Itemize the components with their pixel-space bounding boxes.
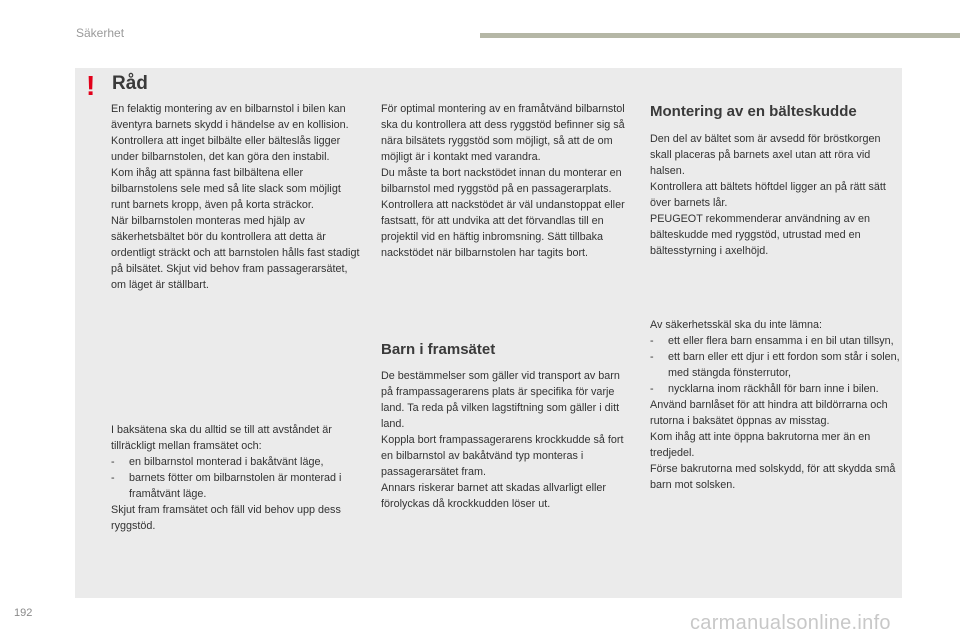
page-number: 192 [14,607,33,619]
paragraph: Förse bakrutorna med solskydd, för att skydda små barn mot solsken. [650,463,896,491]
list-item [650,381,900,397]
dash-marker: - [111,456,115,468]
paragraph: Av säkerhetsskäl ska du inte lämna: [650,319,823,331]
front-seat-heading: Barn i framsätet [381,341,496,358]
advice-title: Råd [112,73,148,94]
warning-icon: ! [86,70,96,101]
watermark: carmanualsonline.info [690,612,891,634]
section-label: Säkerhet [76,26,125,40]
list-item-text: nycklarna inom räckhåll för barn inne i bilen. [668,383,879,395]
col1-top [111,101,361,293]
dash-marker: - [650,383,654,395]
col1-bottom [111,422,361,534]
list-item-text: ett barn eller ett djur i ett fordon som står i solen, med stängda fönsterrutor, [668,351,900,379]
list-item-text: en bilbarnstol monterad i bakåtvänt läge, [129,456,324,468]
list-item [111,470,361,502]
paragraph: För optimal montering av en framåtvänd bilbarnstol ska du kontrollera att dess ryggstöd befinner sig så nära bilsätets ryggstöd som möjligt, så att de om möjligt är i kontakt med varandra. [381,103,625,163]
list-item [650,349,900,381]
dash-marker: - [111,472,115,484]
col3-bottom [650,317,900,493]
list-item [650,333,900,349]
paragraph: Kontrollera att bältets höftdel ligger an på rätt sätt över barnets lår. [650,181,886,209]
list-item-text: barnets fötter om bilbarnstolen är monterad i framåtvänt läge. [129,472,342,500]
paragraph: I baksätena ska du alltid se till att avståndet är tillräckligt mellan framsätet och: [111,424,332,452]
paragraph: En felaktig montering av en bilbarnstol i bilen kan äventyra barnets skydd i händelse av en kollision. [111,103,349,131]
list-item-text: ett eller flera barn ensamma i en bil utan tillsyn, [668,335,894,347]
col2-bottom [381,368,629,512]
paragraph: Kom ihåg att inte öppna bakrutorna mer än en tredjedel. [650,431,871,459]
paragraph: Kontrollera att nackstödet är väl undanstoppat eller fastsatt, för att undvika att det förvandlas till en projektil vid en häftig inbromsning. Sätt tillbaka nackstödet när bilbarnstolen har tagits bort. [381,199,625,259]
paragraph: De bestämmelser som gäller vid transport av barn på frampassagerarens plats är specifika för varje land. Ta reda på vilken lagstiftning som gäller i ditt land. [381,370,620,430]
dash-marker: - [650,335,654,347]
paragraph: Använd barnlåset för att hindra att bildörrarna och rutorna i baksätet öppnas av misstag. [650,399,888,427]
paragraph: Kom ihåg att spänna fast bilbältena eller bilbarnstolens sele med så lite slack som möjligt runt barnets kropp, även på korta sträckor. [111,167,341,211]
paragraph: Skjut fram framsätet och fäll vid behov upp dess ryggstöd. [111,504,341,532]
header-bar [480,33,960,38]
paragraph: Annars riskerar barnet att skadas allvarligt eller förolyckas då krockkudden löser ut. [381,482,607,510]
list-item [111,454,361,470]
paragraph: Du måste ta bort nackstödet innan du monterar en bilbarnstol med ryggstöd på en passagerarplats. [381,167,622,195]
paragraph: Den del av bältet som är avsedd för bröstkorgen skall placeras på barnets axel utan att röra vid halsen. [650,133,881,177]
booster-heading: Montering av en bälteskudde [650,103,857,120]
col2-top [381,101,629,261]
paragraph: När bilbarnstolen monteras med hjälp av säkerhetsbältet bör du kontrollera att detta är ordentligt sträckt och att barnstolen hålls fast stadigt på bilsätet. Skjut vid behov fram passagerarsätet, om läget är ställbart. [111,215,360,291]
paragraph: Kontrollera att inget bilbälte eller bälteslås ligger under bilbarnstolen, det kan göra den instabil. [111,135,341,163]
dash-marker: - [650,351,654,363]
col3-top [650,131,898,259]
paragraph: Koppla bort frampassagerarens krockkudde så fort en bilbarnstol av bakåtvänd typ monteras i passagerarsätet fram. [381,434,624,478]
paragraph: PEUGEOT rekommenderar användning av en bälteskudde med ryggstöd, utrustad med en bältesstyrning i axelhöjd. [650,213,871,257]
